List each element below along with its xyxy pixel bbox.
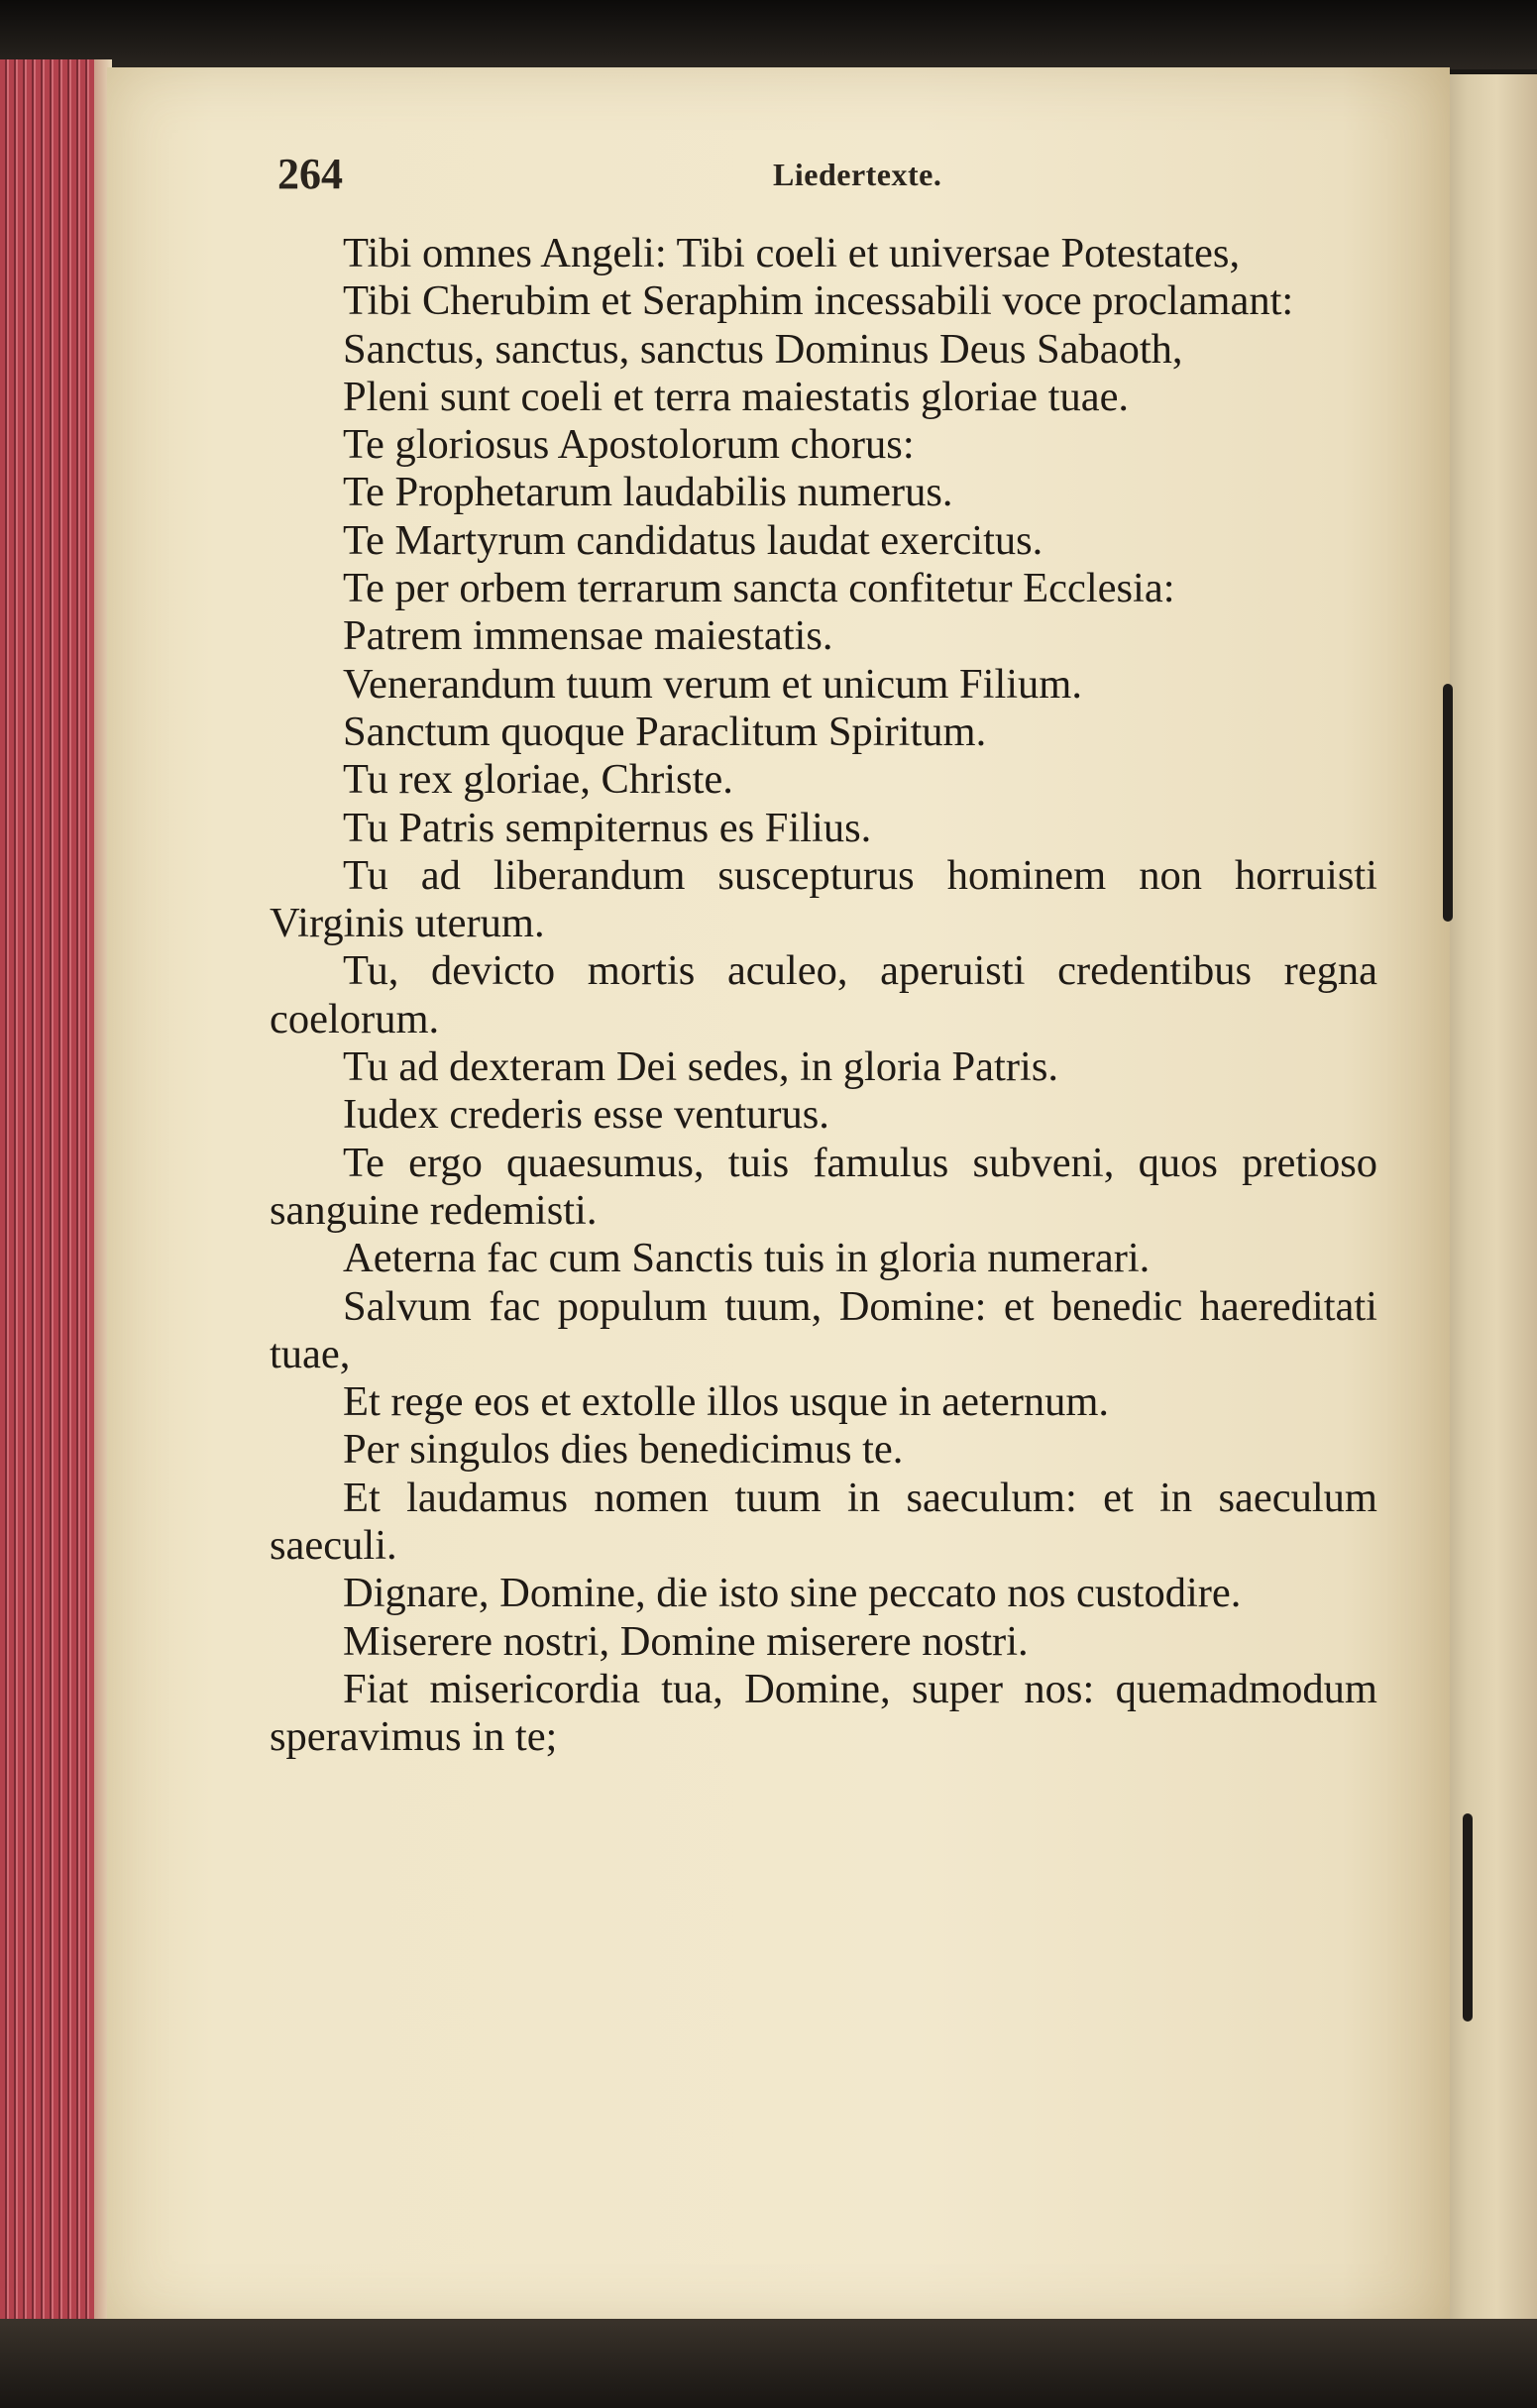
verse-line: Per singulos dies benedicimus te.	[343, 1426, 904, 1474]
verse-line: Tu, devicto mortis aculeo, aperuisti credentibus regna coelorum.	[270, 947, 1377, 1042]
top-shadow	[0, 0, 1537, 69]
verse-line: Tu ad liberandum suscepturus hominem non horruisti Virginis uterum.	[270, 851, 1377, 947]
verse-line: Venerandum tuum verum et unicum Filium.	[343, 660, 1082, 708]
page-number: 264	[277, 150, 343, 198]
verse-line: Patrem immensae maiestatis.	[343, 612, 833, 660]
verse-line: Et rege eos et extolle illos usque in aeternum.	[343, 1378, 1110, 1426]
hymn-text	[270, 230, 1377, 1762]
verse-line: Te per orbem terrarum sancta confitetur Ecclesia:	[343, 565, 1175, 612]
verse-line: Aeterna fac cum Sanctis tuis in gloria numerari.	[343, 1235, 1151, 1282]
binding-clip-lower	[1463, 1813, 1473, 2022]
verse-line: Tibi omnes Angeli: Tibi coeli et universae Potestates,	[343, 230, 1241, 276]
binding-clip-upper	[1443, 684, 1453, 922]
facing-page-edge	[1437, 74, 1537, 2344]
verse-line: Tu rex gloriae, Christe.	[343, 756, 733, 804]
verse-line: Te Martyrum candidatus laudat exercitus.	[343, 516, 1043, 564]
verse-line: Sanctus, sanctus, sanctus Dominus Deus Sabaoth,	[343, 325, 1183, 373]
verse-line: Salvum fac populum tuum, Domine: et benedic haereditati tuae,	[270, 1282, 1377, 1377]
verse-line: Tu Patris sempiternus es Filius.	[343, 804, 872, 851]
page-header	[277, 149, 1368, 208]
verse-line: Te gloriosus Apostolorum chorus:	[343, 421, 915, 469]
verse-line: Fiat misericordia tua, Domine, super nos: quemadmodum speravimus in te;	[270, 1665, 1377, 1761]
verse-line: Et laudamus nomen tuum in saeculum: et in saeculum saeculi.	[270, 1474, 1377, 1570]
bottom-shadow	[0, 2319, 1537, 2408]
running-head: Liedertexte.	[773, 157, 942, 192]
verse-line: Iudex crederis esse venturus.	[343, 1091, 829, 1139]
verse-line: Miserere nostri, Domine miserere nostri.	[343, 1617, 1029, 1665]
verse-line: Tibi Cherubim et Seraphim incessabili voce proclamant:	[343, 277, 1294, 325]
red-page-edges	[0, 59, 109, 2334]
verse-line: Te ergo quaesumus, tuis famulus subveni, quos pretioso sanguine redemisti.	[270, 1139, 1377, 1234]
verse-line: Sanctum quoque Paraclitum Spiritum.	[343, 708, 987, 755]
verse-line: Dignare, Domine, die isto sine peccato nos custodire.	[343, 1570, 1242, 1617]
verse-line: Te Prophetarum laudabilis numerus.	[343, 469, 953, 516]
verse-line: Tu ad dexteram Dei sedes, in gloria Patris.	[343, 1043, 1058, 1091]
verse-line: Pleni sunt coeli et terra maiestatis gloriae tuae.	[343, 373, 1130, 420]
